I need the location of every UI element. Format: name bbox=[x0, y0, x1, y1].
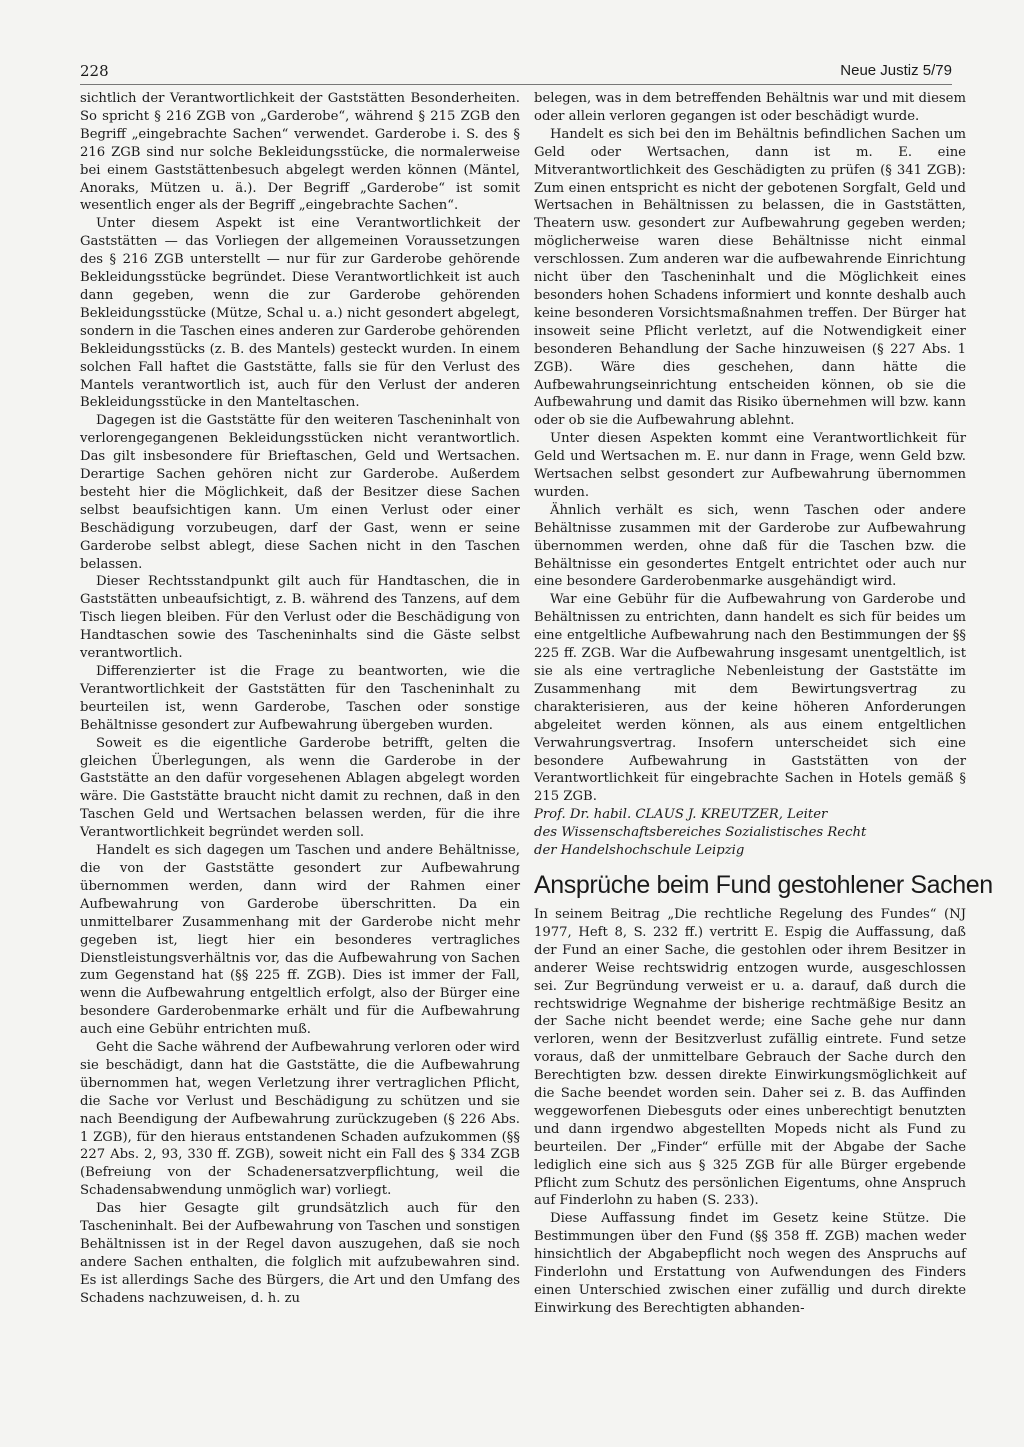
right-column bbox=[534, 90, 993, 1318]
paragraph: Unter diesem Aspekt ist eine Verantwortlichkeit der Gaststätten — das Vorliegen der allgemeinen Voraussetzungen des § 216 ZGB unterstellt — nur für zur Garderobe gehörende Bekleidungsstücke begründet. Diese Verantwortlichkeit ist auch dann gegeben, wenn die zur Garderobe gehörenden Bekleidungsstücke (Mütze, Schal u. a.) nicht gesondert abgelegt, sondern in die Taschen eines anderen zur Garderobe gehörenden Bekleidungsstücks (z. B. des Mantels) gesteckt wurden. In einem solchen Fall haftet die Gaststätte, falls sie für den Verlust des Mantels verantwortlich ist, auch für den Verlust der anderen Bekleidungsstücke in den Manteltaschen. bbox=[80, 216, 520, 411]
paragraph: Differenzierter ist die Frage zu beantworten, wie die Verantwortlichkeit der Gaststätten für den Tascheninhalt zu beurteilen ist, wenn Garderobe, Taschen oder sonstige Behältnisse gesondert zur Aufbewahrung übergeben wurden. bbox=[80, 664, 520, 733]
paragraph: Dagegen ist die Gaststätte für den weiteren Tascheninhalt von verlorengegangenen Bekleidungsstücken nicht verantwortlich. Das gilt insbesondere für Brieftaschen, Geld und Wertsachen. Derartige Sachen gehören nicht zur Garderobe. Außerdem besteht hier die Möglichkeit, daß der Besitzer diese Sachen selbst beaufsichtigen kann. Um einen Verlust oder einer Beschädigung vorzubeugen, darf der Gast, wenn er seine Garderobe selbst ablegt, diese Sachen nicht in den Taschen belassen. bbox=[80, 413, 520, 572]
paragraph: Das hier Gesagte gilt grundsätzlich auch für den Tascheninhalt. Bei der Aufbewahrung von Taschen und sonstigen Behältnissen ist in der Regel davon auszugehen, daß sie noch andere Sachen enthalten, die folglich mit aufzubewahren sind. Es ist allerdings Sache des Bürgers, die Art und den Umfang des Schadens nachzuweisen, d. h. zu bbox=[80, 1201, 520, 1306]
paragraph: In seinem Beitrag „Die rechtliche Regelung des Fundes“ (NJ 1977, Heft 8, S. 232 ff.) vertritt E. Espig die Auffassung, daß der Fund an einer Sache, die gestohlen oder ihrem Besitzer in anderer Weise rechtswidrig entzogen wurde, ausgeschlossen sei. Zur Begründung verweist er u. a. darauf, daß durch die rechtswidrige Wegnahme der bisherige rechtmäßige Besitz an der Sache nicht beendet werde; eine Sache gehe nur dann verloren, wenn der Besitzverlust zufällig eintrete. Fund setze voraus, daß der unmittelbare Gebrauch der Sache durch den Berechtigten bzw. dessen direkte Einwirkungsmöglichkeit auf die Sache beendet worden sein. Daher sei z. B. das Auffinden weggeworfenen Diebesguts oder eines unberechtigt benutzten und dann irgendwo abgestellten Mopeds nicht als Fund zu beurteilen. Der „Finder“ erfülle mit der Abgabe der Sache lediglich eine sich aus § 325 ZGB für alle Bürger ergebende Pflicht zum Schutz des persönlichen Eigentums, ohne Anspruch auf Finderlohn zu haben (S. 233). bbox=[534, 906, 966, 1209]
paragraph: Diese Auffassung findet im Gesetz keine Stütze. Die Bestimmungen über den Fund (§§ 358 ff. ZGB) machen weder hinsichtlich der Abgabepflicht noch wegen des Anspruchs auf Finderlohn und Erstattung von Aufwendungen des Finders einen Unterschied zwischen einer zufällig und durch direkte Einwirkung des Berechtigten abhanden- bbox=[534, 1211, 966, 1316]
author-signature bbox=[534, 806, 966, 860]
paragraph: Ähnlich verhält es sich, wenn Taschen oder andere Behältnisse zusammen mit der Garderobe zur Aufbewahrung übernommen werden, ohne daß für die Taschen bzw. die Behältnisse ein gesondertes Entgelt entrichtet oder auch nur eine besondere Garderobenmarke ausgehändigt wird. bbox=[534, 502, 966, 590]
paragraph: Unter diesen Aspekten kommt eine Verantwortlichkeit für Geld und Wertsachen m. E. nur dann in Frage, wenn Geld bzw. Wertsachen selbst gesondert zur Aufbewahrung übernommen wurden. bbox=[534, 431, 966, 500]
left-column bbox=[80, 90, 520, 1308]
signature-line: des Wissenschaftsbereiches Sozialistisches Recht bbox=[534, 825, 867, 841]
journal-issue: Neue Justiz 5/79 bbox=[840, 62, 952, 79]
header-rule bbox=[80, 84, 952, 85]
paragraph: belegen, was in dem betreffenden Behältnis war und mit diesem oder allein verloren gegangen ist oder beschädigt wurde. bbox=[534, 91, 966, 124]
paragraph: War eine Gebühr für die Aufbewahrung von Garderobe und Behältnissen zu entrichten, dann handelt es sich für beides um eine entgeltliche Aufbewahrung nach den Bestimmungen der §§ 225 ff. ZGB. War die Aufbewahrung insgesamt unentgeltlich, ist sie als eine vertragliche Nebenleistung der Gaststätte im Zusammenhang mit dem Bewirtungsvertrag zu charakterisieren, aus der keine höheren Anforderungen abgeleitet werden können, als aus einem entgeltlichen Verwahrungsvertrag. Insofern unterscheidet sich eine besondere Aufbewahrung in Gaststätten von der Verantwortlichkeit für eingebrachte Sachen in Hotels gemäß § 215 ZGB. bbox=[534, 592, 966, 805]
article-title: Ansprüche beim Fund gestohlener Sachen bbox=[534, 870, 993, 899]
paragraph: Geht die Sache während der Aufbewahrung verloren oder wird sie beschädigt, dann hat die Gaststätte, die die Aufbewahrung übernommen hat, wegen Verletzung ihrer vertraglichen Pflicht, die Sache vor Verlust und Beschädigung zu schützen und sie nach Beendigung der Aufbewahrung zurückzugeben (§ 226 Abs. 1 ZGB), für den hieraus entstandenen Schaden aufzukommen (§§ 227 Abs. 2, 93, 330 ff. ZGB), soweit nicht ein Fall des § 334 ZGB (Befreiung von der Schadenersatzverpflichtung, weil die Schadensabwendung unmöglich war) vorliegt. bbox=[80, 1040, 520, 1199]
paragraph: Handelt es sich bei den im Behältnis befindlichen Sachen um Geld oder Wertsachen, dann ist m. E. eine Mitverantwortlichkeit des Geschädigten zu prüfen (§ 341 ZGB): Zum einen entspricht es nicht der gebotenen Sorgfalt, Geld und Wertsachen in Behältnissen zu belassen, die in Gaststätten, Theatern usw. gesondert zur Aufbewahrung gegeben werden; möglicherweise waren diese Behältnisse nicht einmal verschlossen. Zum anderen war die aufbewahrende Einrichtung nicht über den Tascheninhalt und die Möglichkeit eines besonders hohen Schadens informiert und konnte deshalb auch keine besonderen Vorsichtsmaßnahmen treffen. Der Bürger hat insoweit seine Pflicht verletzt, auf die Notwendigkeit einer besonderen Behandlung der Sache hinzuweisen (§ 227 Abs. 1 ZGB). Wäre dies geschehen, dann hätte die Aufbewahrungseinrichtung entscheiden können, ob sie die Aufbewahrung und damit das Risiko übernehmen will bzw. kann oder ob sie die Aufbewahrung ablehnt. bbox=[534, 126, 966, 429]
paragraph: sichtlich der Verantwortlichkeit der Gaststätten Besonderheiten. So spricht § 216 ZGB von „Garderobe“, während § 215 ZGB den Begriff „eingebrachte Sachen“ verwendet. Garderobe i. S. des § 216 ZGB sind nur solche Bekleidungsstücke, die normalerweise bei einem Gaststättenbesuch abgelegt werden können (Mäntel, Anoraks, Mützen u. ä.). Der Begriff „Garderobe“ ist somit wesentlich enger als der Begriff „eingebrachte Sachen“. bbox=[80, 91, 520, 214]
page-header bbox=[80, 62, 952, 84]
signature-line: Prof. Dr. habil. CLAUS J. KREUTZER, Leiter bbox=[534, 807, 828, 823]
paragraph: Soweit es die eigentliche Garderobe betrifft, gelten die gleichen Überlegungen, als wenn die Garderobe in der Gaststätte an den dafür vorgesehenen Ablagen abgelegt worden wäre. Die Gaststätte braucht nicht damit zu rechnen, daß in den Taschen Geld und Wertsachen belassen werden, für die ihre Verantwortlichkeit begründet werden soll. bbox=[80, 735, 520, 841]
page-number: 228 bbox=[80, 62, 109, 80]
signature-line: der Handelshochschule Leipzig bbox=[534, 843, 745, 859]
paragraph: Handelt es sich dagegen um Taschen und andere Behältnisse, die von der Gaststätte gesondert zur Aufbewahrung übernommen werden, dann wird der Rahmen einer Aufbewahrung von Garderobe überschritten. Da ein unmittelbarer Zusammenhang mit der Garderobe nicht mehr gegeben ist, liegt hier ein besonderes vertragliches Dienstleistungsverhältnis vor, das die Aufbewahrung von Sachen zum Gegenstand hat (§§ 225 ff. ZGB). Dies ist immer der Fall, wenn die Aufbewahrung entgeltlich erfolgt, also der Bürger eine besondere Garderobenmarke erhält und für die Aufbewahrung auch eine Gebühr entrichten muß. bbox=[80, 843, 520, 1038]
paragraph: Dieser Rechtsstandpunkt gilt auch für Handtaschen, die in Gaststätten unbeaufsichtigt, z. B. während des Tanzens, auf dem Tisch liegen bleiben. Für den Verlust oder die Beschädigung von Handtaschen sowie des Tascheninhalts sind die Gäste selbst verantwortlich. bbox=[80, 574, 520, 662]
